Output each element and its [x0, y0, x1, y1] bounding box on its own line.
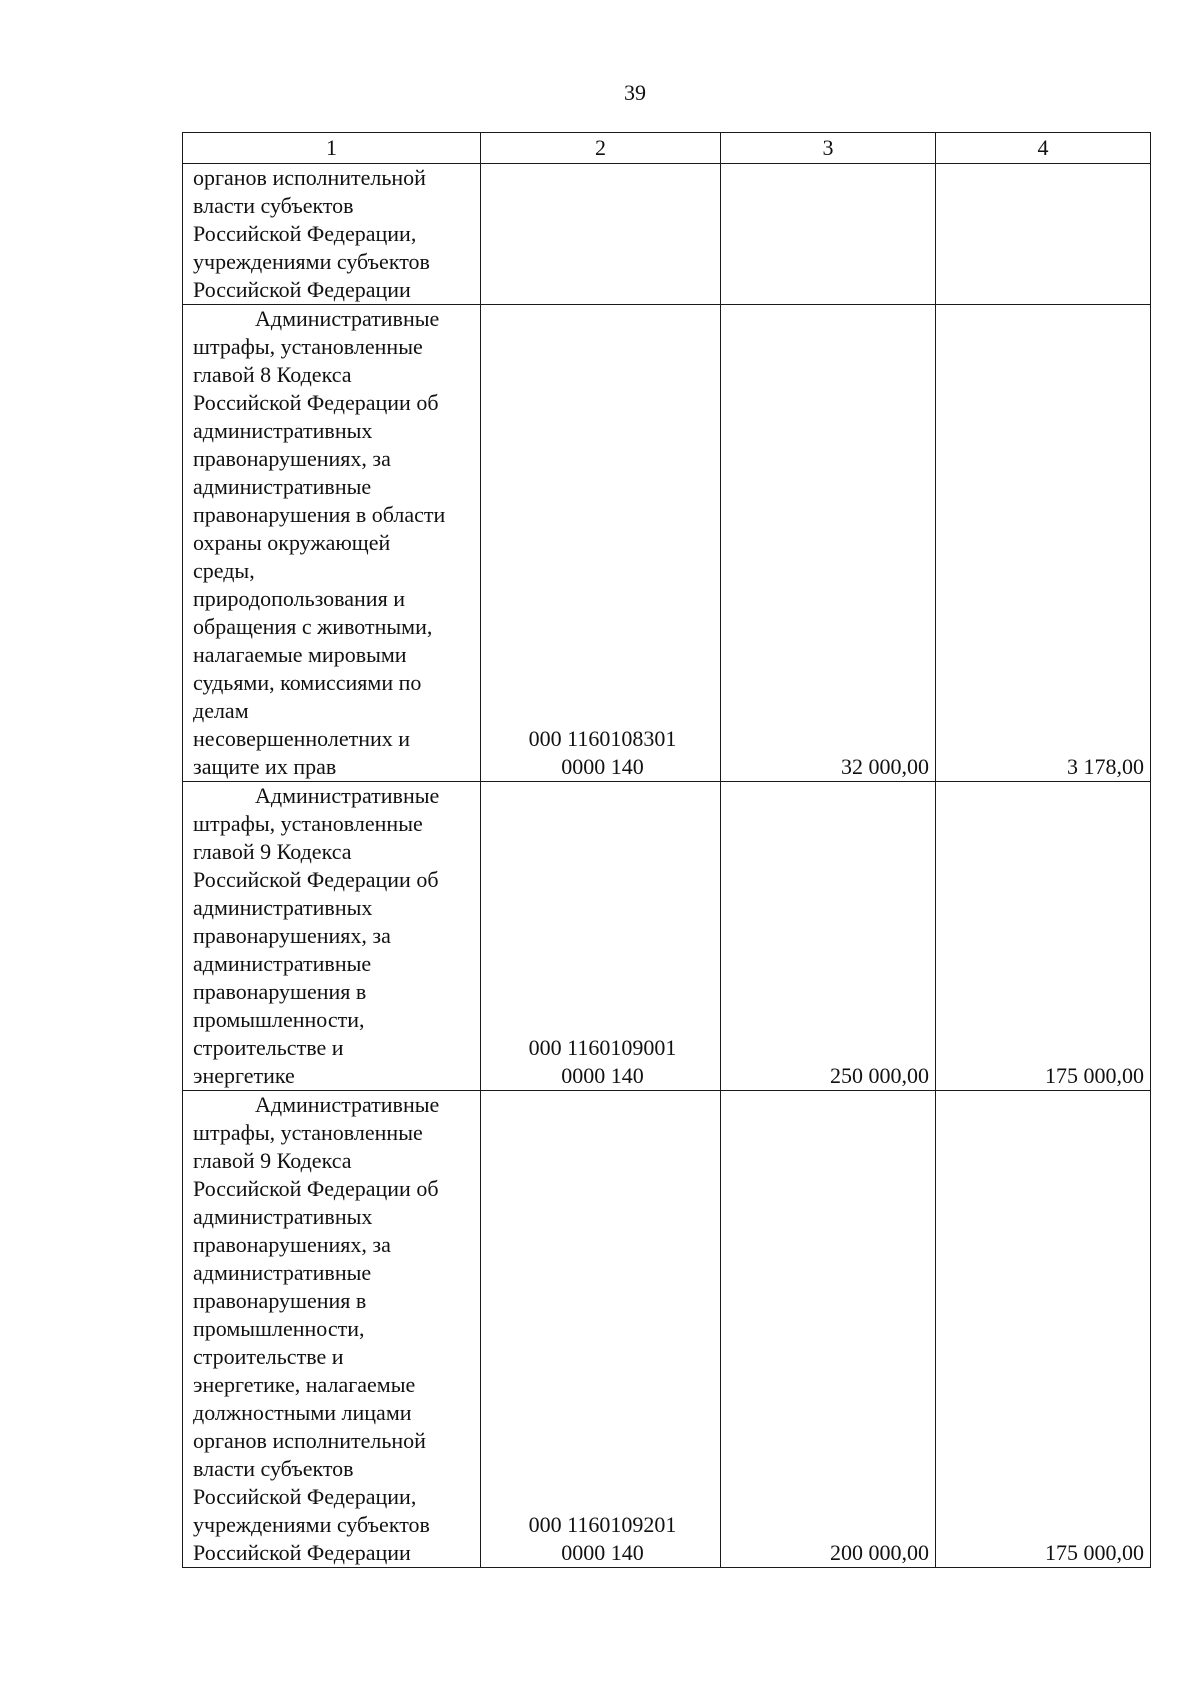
name-line: энергетике	[193, 1063, 295, 1088]
name-line: правонарушения в области	[193, 502, 446, 527]
row-name-cell	[183, 305, 481, 782]
table-row	[183, 164, 1151, 305]
row-col4-cell: 175 000,00	[936, 1091, 1151, 1568]
name-line: главой 9 Кодекса	[193, 1148, 352, 1173]
name-line: промышленности,	[193, 1316, 365, 1341]
name-line: среды,	[193, 558, 255, 583]
name-line: защите их прав	[193, 754, 337, 779]
name-line: Административные	[255, 306, 440, 331]
name-line: делам	[193, 698, 249, 723]
header-row	[183, 133, 1151, 164]
row-col4-cell	[936, 164, 1151, 305]
table-row	[183, 1091, 1151, 1568]
name-line: судьями, комиссиями по	[193, 670, 422, 695]
name-line: власти субъектов	[193, 1456, 354, 1481]
header-col-4: 4	[936, 133, 1151, 164]
row-name-cell	[183, 1091, 481, 1568]
name-line: Российской Федерации,	[193, 1484, 417, 1509]
name-line: Административные	[255, 783, 440, 808]
name-line: Российской Федерации об	[193, 867, 439, 892]
name-line: несовершеннолетних и	[193, 726, 411, 751]
name-line: административные	[193, 474, 372, 499]
row-col3-cell: 32 000,00	[721, 305, 936, 782]
name-line: Российской Федерации об	[193, 390, 439, 415]
row-col3-cell: 250 000,00	[721, 782, 936, 1091]
row-code-cell	[481, 164, 721, 305]
name-line: главой 8 Кодекса	[193, 362, 352, 387]
name-line: строительстве и	[193, 1035, 344, 1060]
name-line: административные	[193, 951, 372, 976]
header-col-1: 1	[183, 133, 481, 164]
name-line: штрафы, установленные	[193, 811, 423, 836]
name-line: главой 9 Кодекса	[193, 839, 352, 864]
code-line: 000 1160109001	[528, 1035, 677, 1060]
name-line: правонарушения в	[193, 1288, 367, 1313]
row-code-cell	[481, 305, 721, 782]
name-line: Административные	[255, 1092, 440, 1117]
code-line: 0000 140	[561, 1540, 644, 1565]
page-number: 39	[624, 80, 646, 105]
name-line: правонарушения в	[193, 979, 367, 1004]
name-line: учреждениями субъектов	[193, 249, 430, 274]
name-line: органов исполнительной	[193, 1428, 426, 1453]
name-line: административных	[193, 418, 373, 443]
name-line: учреждениями субъектов	[193, 1512, 430, 1537]
name-line: охраны окружающей	[193, 530, 391, 555]
name-line: промышленности,	[193, 1007, 365, 1032]
name-line: правонарушениях, за	[193, 923, 391, 948]
row-name-cell	[183, 164, 481, 305]
name-line: правонарушениях, за	[193, 1232, 391, 1257]
name-line: штрафы, установленные	[193, 334, 423, 359]
row-col4-cell: 175 000,00	[936, 782, 1151, 1091]
header-col-3: 3	[721, 133, 936, 164]
name-line: органов исполнительной	[193, 165, 426, 190]
name-line: строительстве и	[193, 1344, 344, 1369]
code-line: 0000 140	[561, 1063, 644, 1088]
name-line: административных	[193, 1204, 373, 1229]
row-col3-cell	[721, 164, 936, 305]
name-line: Российской Федерации	[193, 277, 411, 302]
name-line: налагаемые мировыми	[193, 642, 407, 667]
row-col4-cell: 3 178,00	[936, 305, 1151, 782]
name-line: Российской Федерации,	[193, 221, 417, 246]
row-code-cell	[481, 782, 721, 1091]
name-line: власти субъектов	[193, 193, 354, 218]
code-line: 000 1160109201	[528, 1512, 677, 1537]
code-line: 000 1160108301	[528, 726, 677, 751]
name-line: штрафы, установленные	[193, 1120, 423, 1145]
row-col3-cell: 200 000,00	[721, 1091, 936, 1568]
name-line: природопользования и	[193, 586, 405, 611]
row-code-cell	[481, 1091, 721, 1568]
header-col-2: 2	[481, 133, 721, 164]
revenue-table	[182, 132, 1151, 1568]
name-line: административных	[193, 895, 373, 920]
name-line: Российской Федерации об	[193, 1176, 439, 1201]
row-name-cell	[183, 782, 481, 1091]
code-line: 0000 140	[561, 754, 644, 779]
table-row	[183, 782, 1151, 1091]
name-line: обращения с животными,	[193, 614, 433, 639]
name-line: правонарушениях, за	[193, 446, 391, 471]
name-line: административные	[193, 1260, 372, 1285]
name-line: должностными лицами	[193, 1400, 412, 1425]
name-line: энергетике, налагаемые	[193, 1372, 416, 1397]
name-line: Российской Федерации	[193, 1540, 411, 1565]
table-row	[183, 305, 1151, 782]
